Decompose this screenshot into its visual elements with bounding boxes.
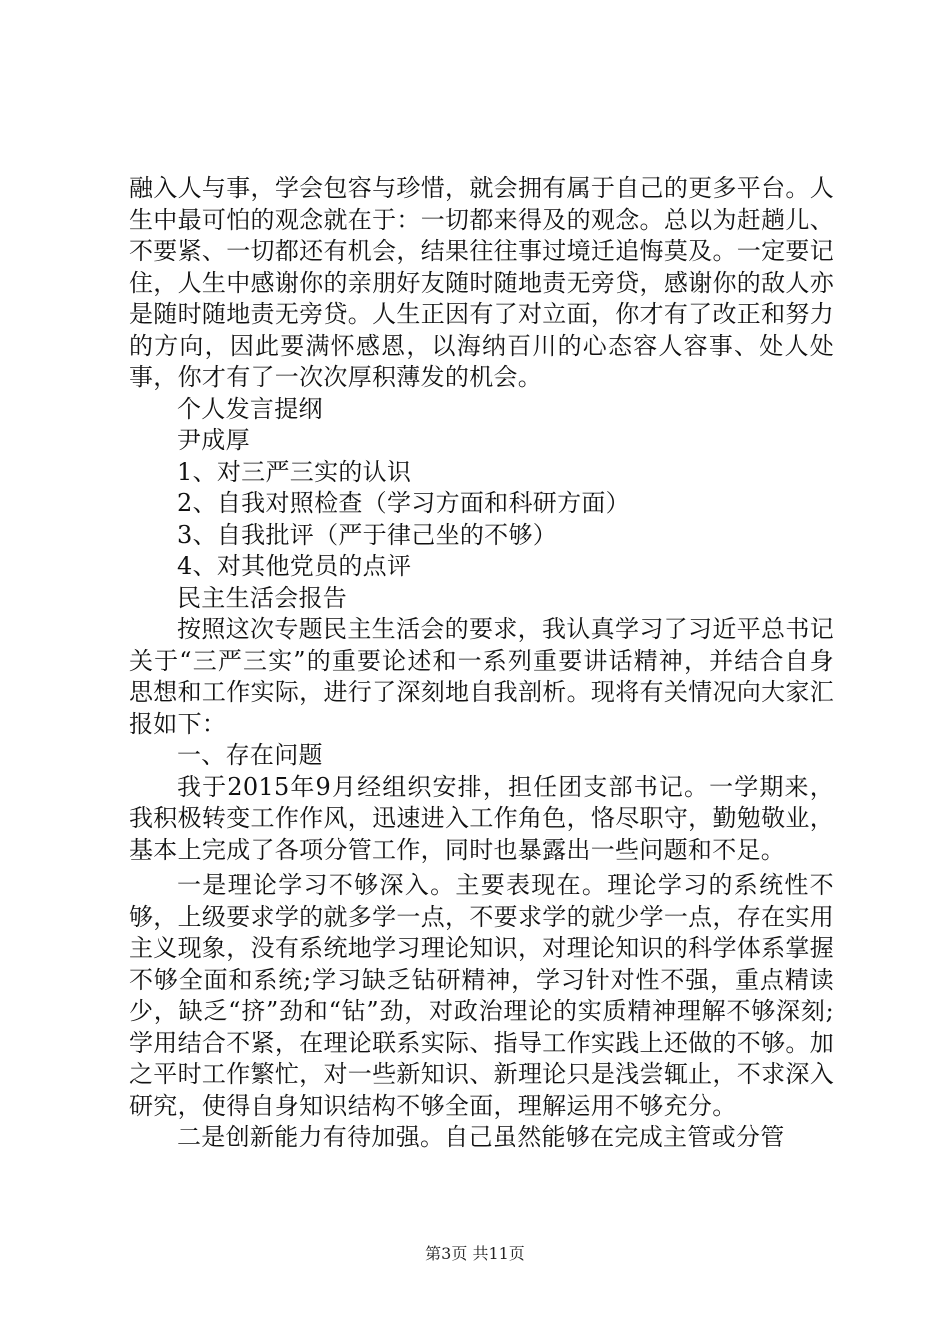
paragraph-innovation: 二是创新能力有待加强。自己虽然能够在完成主管或分管 <box>177 1123 785 1151</box>
outline-item-2: 2、自我对照检查（学习方面和科研方面） <box>177 489 630 517</box>
paragraph-gratitude: 融入人与事，学会包容与珍惜，就会拥有属于自己的更多平台。人生中最可怕的观念就在于：一切都来得及的观念。总以为赶趟儿、不要紧、一切都还有机会，结果往往事过境迁追悔莫及。一定要记住，人生中感谢你的亲朋好友随时随地责无旁贷，感谢你的敌人亦是随时随地责无旁贷。人生正因有了对立面，你才有了改正和努力的方向，因此要满怀感恩，以海纳百川的心态容人容事、处人处事，你才有了一次次厚积薄发的机会。 <box>129 174 834 391</box>
paragraph-theory-study: 一是理论学习不够深入。主要表现在。理论学习的系统性不够，上级要求学的就多学一点，不要求学的就少学一点，存在实用主义现象，没有系统地学习理论知识，对理论知识的科学体系掌握不够全面和系统;学习缺乏钻研精神，学习针对性不强，重点精读少，缺乏“挤”劲和“钻”劲，对政治理论的实质精神理解不够深刻;学用结合不紧，在理论联系实际、指导工作实践上还做的不够。加之平时工作繁忙，对一些新知识、新理论只是浅尝辄止，不求深入研究，使得自身知识结构不够全面，理解运用不够充分。 <box>129 871 834 1120</box>
report-title: 民主生活会报告 <box>177 583 348 612</box>
section-heading-problems: 一、存在问题 <box>177 741 323 769</box>
speech-outline-title: 个人发言提纲 <box>177 394 323 423</box>
document-body <box>129 173 834 1154</box>
outline-item-4: 4、对其他党员的点评 <box>177 552 412 580</box>
outline-item-1: 1、对三严三实的认识 <box>177 457 412 486</box>
outline-item-3: 3、自我批评（严于律己坐的不够） <box>177 520 558 549</box>
paragraph-report-intro: 按照这次专题民主生活会的要求，我认真学习了习近平总书记关于“三严三实”的重要论述和一系列重要讲话精神，并结合自身思想和工作实际，进行了深刻地自我剖析。现将有关情况向大家汇报如下： <box>129 615 834 738</box>
paragraph-appointment: 我于2015年9月经组织安排，担任团支部书记。一学期来，我积极转变工作作风，迅速进入工作角色，恪尽职守，勤勉敬业，基本上完成了各项分管工作，同时也暴露出一些问题和不足。 <box>129 772 834 864</box>
author-name: 尹成厚 <box>177 426 250 454</box>
page-number-footer: 第3页 共11页 <box>425 1244 525 1263</box>
